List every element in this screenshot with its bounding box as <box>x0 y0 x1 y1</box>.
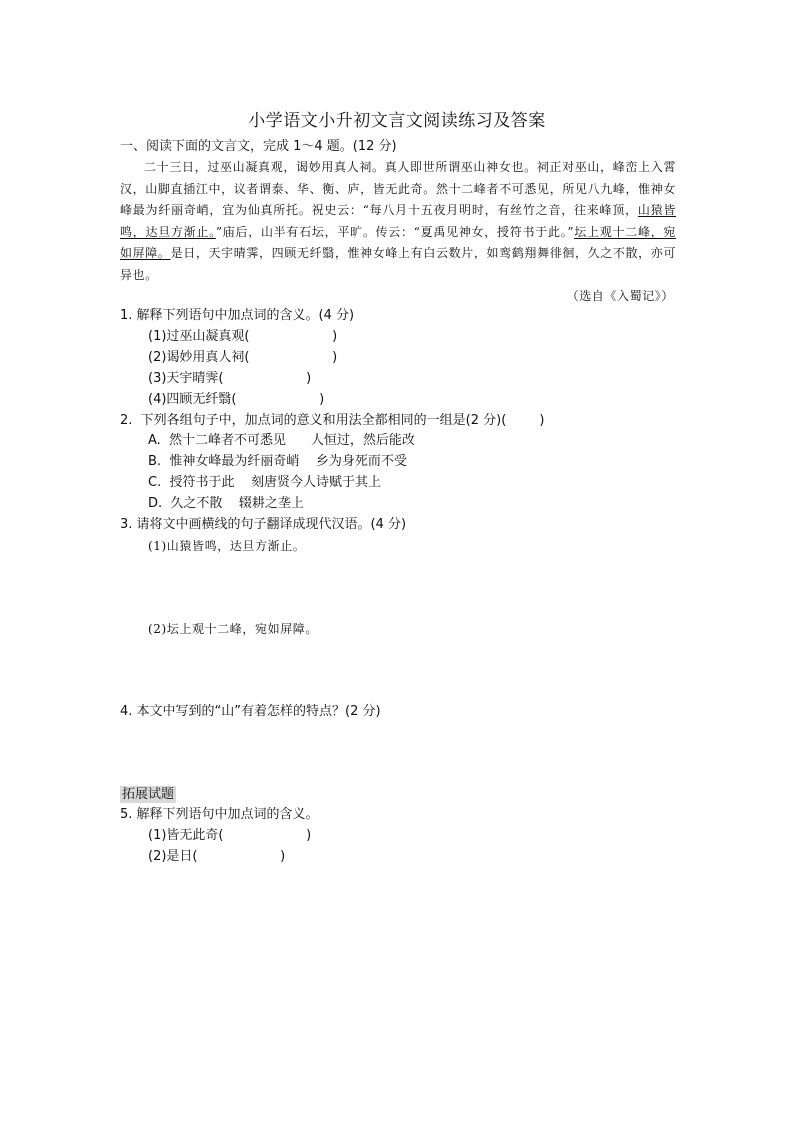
question-2-stem: 2. 下列各组句子中，加点词的意义和用法全都相同的一组是(2 分)( ) <box>120 413 545 428</box>
question-2-option-d: D. 久之不散 辍耕之垄上 <box>148 496 304 511</box>
section-heading: 一、阅读下面的文言文，完成 1～4 题。(12 分) <box>120 139 397 154</box>
question-5-stem: 5. 解释下列语句中加点词的含义。 <box>120 807 319 822</box>
passage-text-3: 是日，天宇晴霁，四顾无纤翳，惟神女峰上有白云数片，如鸾鹤翔舞徘徊，久之不散，亦可异也。 <box>120 246 676 282</box>
question-1-item: (2)谒妙用真人祠( ) <box>148 350 338 365</box>
question-2-option-b: B. 惟神女峰最为纤丽奇峭 乡为身死而不受 <box>148 454 407 469</box>
question-1-item: (3)天宇晴霁( ) <box>148 371 312 386</box>
passage-text-2: ”庙后，山半有石坛，平旷。传云：“夏禹见神女，授符书于此。” <box>215 224 575 239</box>
classical-passage <box>120 157 676 287</box>
underlined-sentence-2: 坛上观十二峰，宛如屏障。 <box>120 224 676 261</box>
question-1-item: (1)过巫山凝真观( ) <box>148 329 338 344</box>
question-4-stem: 4. 本文中写到的“山”有着怎样的特点？(2 分) <box>120 704 381 719</box>
question-3-item: (2)坛上观十二峰，宛如屏障。 <box>148 622 318 636</box>
extension-label: 拓展试题 <box>122 787 175 802</box>
question-3-item: (1)山猿皆鸣，达旦方渐止。 <box>148 539 306 553</box>
question-5-item: (1)皆无此奇( ) <box>148 828 312 843</box>
passage-paragraph <box>120 157 676 287</box>
passage-text-1: 二十三日，过巫山凝真观，谒妙用真人祠。真人即世所谓巫山神女也。祠正对巫山，峰峦上入霄汉，山脚直插江中，议者谓泰、华、衡、庐，皆无此奇。然十二峰者不可悉见，所见八九峰，惟神女峰最为纤丽奇峭，宜为仙真所托。祝史云：“每八月十五夜月明时，有丝竹之音，往来峰顶， <box>120 160 676 218</box>
question-3-stem: 3. 请将文中画横线的句子翻译成现代汉语。(4 分) <box>120 517 407 532</box>
question-1-stem: 1. 解释下列语句中加点词的含义。(4 分) <box>120 308 355 323</box>
question-2-option-c: C. 授符书于此 刻唐贤今人诗赋于其上 <box>148 475 382 490</box>
question-5-item: (2)是日( ) <box>148 849 286 864</box>
question-2-option-a: A. 然十二峰者不可悉见 人恒过，然后能改 <box>148 433 415 448</box>
underlined-sentence-1: 山猿皆鸣，达旦方渐止。 <box>120 203 676 239</box>
passage-source: （选自《入蜀记》） <box>566 289 674 303</box>
page-title: 小学语文小升初文言文阅读练习及答案 <box>248 111 546 131</box>
question-1-item: (4)四顾无纤翳( ) <box>148 392 325 407</box>
